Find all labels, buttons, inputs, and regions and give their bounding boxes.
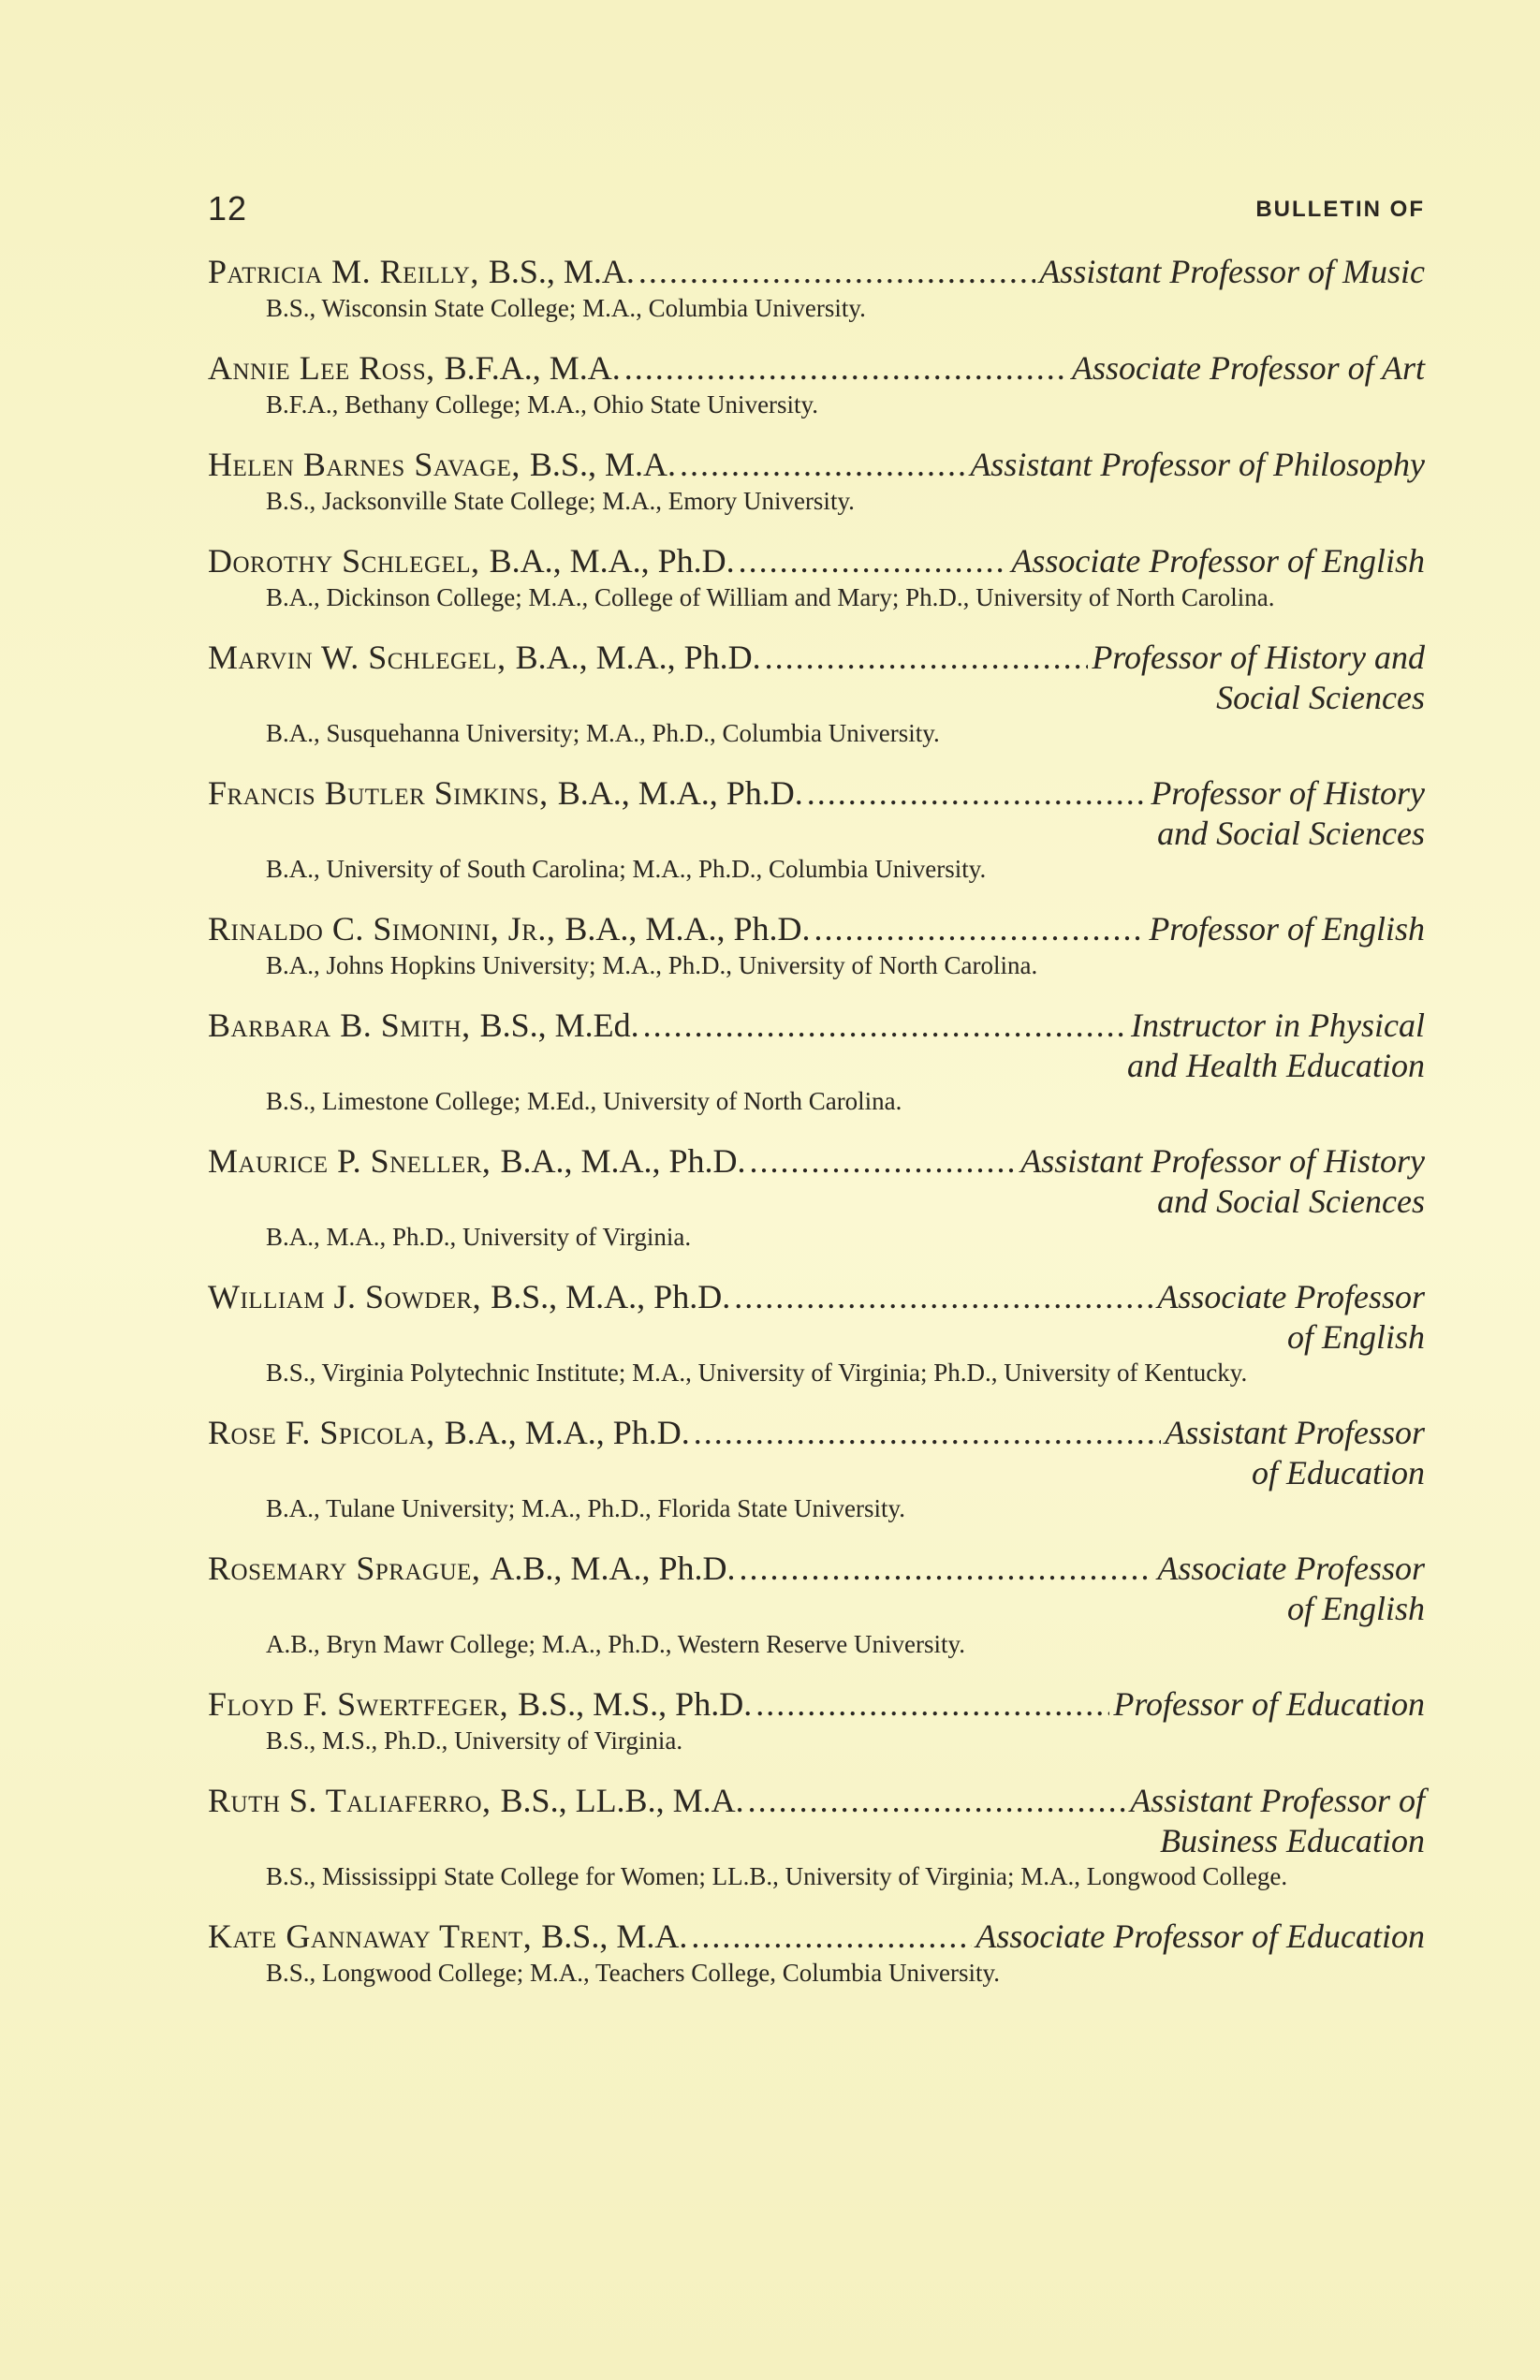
faculty-title-continued: of Education [1252, 1454, 1425, 1491]
entry-heading [208, 1276, 1425, 1317]
faculty-title: Professor of History and [1092, 639, 1425, 676]
faculty-title: Assistant Professor [1165, 1414, 1425, 1451]
entry-heading [208, 908, 1425, 949]
faculty-title-continued: and Social Sciences [1157, 815, 1425, 852]
faculty-name: Rinaldo C. Simonini, Jr., [208, 910, 556, 948]
faculty-education: B.A., Susquehanna University; M.A., Ph.D., Columbia University. [266, 719, 940, 747]
faculty-entry [208, 444, 1425, 516]
faculty-entry [208, 540, 1425, 612]
faculty-title: Associate Professor of Art [1072, 349, 1425, 387]
faculty-name: Annie Lee Ross, [208, 349, 435, 387]
faculty-education: B.S., Limestone College; M.Ed., University of North Carolina. [266, 1087, 902, 1115]
faculty-name: Helen Barnes Savage, [208, 446, 521, 483]
faculty-education: B.A., M.A., Ph.D., University of Virginia. [266, 1223, 692, 1251]
faculty-education: B.A., Johns Hopkins University; M.A., Ph.D., University of North Carolina. [266, 951, 1038, 979]
faculty-education: B.A., Dickinson College; M.A., College of William and Mary; Ph.D., University of North Carolina. [266, 583, 1275, 611]
faculty-education: B.F.A., Bethany College; M.A., Ohio State University. [266, 390, 819, 419]
dot-leader [739, 540, 1008, 581]
faculty-entry [208, 1140, 1425, 1252]
page-header [208, 189, 1425, 236]
faculty-entry [208, 1548, 1425, 1659]
faculty-degrees: B.S., M.A. [541, 1917, 688, 1955]
dot-leader [734, 1276, 1153, 1317]
faculty-name: Dorothy Schlegel, [208, 542, 480, 580]
faculty-degrees: B.S., M.A., Ph.D. [491, 1278, 731, 1315]
faculty-name: Ruth S. Taliaferro, [208, 1782, 491, 1819]
faculty-entry [208, 347, 1425, 419]
faculty-name: Maurice P. Sneller, [208, 1142, 491, 1180]
faculty-education: B.S., Jacksonville State College; M.A., Emory University. [266, 487, 855, 515]
faculty-name: Rosemary Sprague, [208, 1550, 481, 1587]
faculty-title: Professor of History [1151, 774, 1425, 812]
faculty-entry [208, 1683, 1425, 1756]
faculty-title: Instructor in Physical [1131, 1006, 1425, 1044]
faculty-title: Assistant Professor of History [1020, 1142, 1425, 1180]
faculty-title-continued: and Social Sciences [1157, 1183, 1425, 1220]
dot-leader [638, 251, 1035, 292]
faculty-education: B.S., M.S., Ph.D., University of Virginia. [266, 1726, 683, 1755]
entry-heading [208, 1780, 1425, 1821]
faculty-degrees: B.S., M.Ed. [479, 1006, 639, 1044]
faculty-title-continued: Business Education [1160, 1822, 1425, 1859]
faculty-entry [208, 1412, 1425, 1523]
entry-heading [208, 251, 1425, 292]
faculty-name: Rose F. Spicola, [208, 1414, 435, 1451]
faculty-degrees: B.A., M.A., Ph.D. [515, 639, 761, 676]
faculty-degrees: B.S., LL.B., M.A. [500, 1782, 744, 1819]
dot-leader [748, 1780, 1127, 1821]
entry-heading [208, 1683, 1425, 1725]
faculty-degrees: B.A., M.A., Ph.D. [565, 910, 811, 948]
faculty-education: A.B., Bryn Mawr College; M.A., Ph.D., Western Reserve University. [266, 1630, 965, 1658]
faculty-entry [208, 637, 1425, 748]
faculty-entry [208, 908, 1425, 980]
faculty-degrees: B.A., M.A., Ph.D. [500, 1142, 746, 1180]
dot-leader [739, 1548, 1153, 1589]
faculty-education: B.S., Longwood College; M.A., Teachers College, Columbia University. [266, 1959, 1001, 1987]
faculty-title: Professor of English [1149, 910, 1425, 948]
faculty-title: Assistant Professor of [1130, 1782, 1425, 1819]
dot-leader [624, 347, 1068, 389]
running-head: BULLETIN OF [1255, 197, 1425, 222]
faculty-entry [208, 1780, 1425, 1891]
faculty-degrees: B.S., M.A. [488, 253, 635, 290]
entry-heading [208, 1916, 1425, 1957]
page-number: 12 [208, 189, 248, 228]
faculty-name: Barbara B. Smith, [208, 1006, 471, 1044]
faculty-name: Marvin W. Schlegel, [208, 639, 506, 676]
faculty-title: Associate Professor of Education [975, 1917, 1425, 1955]
faculty-title-continued: and Health Education [1127, 1047, 1425, 1084]
faculty-title: Assistant Professor of Philosophy [970, 446, 1425, 483]
faculty-title: Associate Professor of English [1011, 542, 1425, 580]
faculty-degrees: B.F.A., M.A. [444, 349, 621, 387]
dot-leader [694, 1412, 1162, 1453]
faculty-name: Kate Gannaway Trent, [208, 1917, 533, 1955]
faculty-entry [208, 251, 1425, 323]
faculty-entry [208, 1916, 1425, 1988]
faculty-education: B.S., Wisconsin State College; M.A., Columbia University. [266, 294, 866, 322]
faculty-education: B.A., University of South Carolina; M.A., Ph.D., Columbia University. [266, 855, 987, 883]
faculty-degrees: A.B., M.A., Ph.D. [490, 1550, 736, 1587]
entry-heading [208, 1140, 1425, 1182]
entry-heading [208, 637, 1425, 678]
entry-heading [208, 1412, 1425, 1453]
faculty-title: Associate Professor [1157, 1550, 1425, 1587]
dot-leader [765, 637, 1089, 678]
faculty-degrees: B.S., M.S., Ph.D. [518, 1685, 753, 1723]
faculty-title: Associate Professor [1157, 1278, 1425, 1315]
faculty-degrees: B.S., M.A. [529, 446, 676, 483]
faculty-education: B.S., Mississippi State College for Women; LL.B., University of Virginia; M.A., Longwood College. [266, 1862, 1288, 1890]
faculty-list [208, 251, 1425, 2012]
faculty-title: Professor of Education [1113, 1685, 1425, 1723]
entry-heading [208, 772, 1425, 814]
entry-heading [208, 347, 1425, 389]
faculty-education: B.A., Tulane University; M.A., Ph.D., Florida State University. [266, 1494, 906, 1522]
faculty-degrees: B.A., M.A., Ph.D. [557, 774, 803, 812]
faculty-name: William J. Sowder, [208, 1278, 482, 1315]
faculty-name: Patricia M. Reilly, [208, 253, 479, 290]
dot-leader [755, 1683, 1109, 1725]
faculty-degrees: B.A., M.A., Ph.D. [444, 1414, 690, 1451]
faculty-title-continued: of English [1286, 1590, 1425, 1627]
dot-leader [643, 1005, 1127, 1046]
faculty-degrees: B.A., M.A., Ph.D. [489, 542, 735, 580]
faculty-entry [208, 1005, 1425, 1116]
faculty-title-continued: Social Sciences [1216, 679, 1425, 716]
dot-leader [691, 1916, 972, 1957]
dot-leader [680, 444, 966, 485]
faculty-title-continued: of English [1286, 1318, 1425, 1356]
dot-leader [749, 1140, 1017, 1182]
faculty-entry [208, 772, 1425, 884]
entry-heading [208, 1548, 1425, 1589]
faculty-title: Assistant Professor of Music [1039, 253, 1425, 290]
faculty-entry [208, 1276, 1425, 1388]
dot-leader [807, 772, 1148, 814]
entry-heading [208, 540, 1425, 581]
faculty-name: Francis Butler Simkins, [208, 774, 549, 812]
entry-heading [208, 444, 1425, 485]
faculty-name: Floyd F. Swertfeger, [208, 1685, 509, 1723]
entry-heading [208, 1005, 1425, 1046]
dot-leader [814, 908, 1145, 949]
faculty-education: B.S., Virginia Polytechnic Institute; M.A., University of Virginia; Ph.D., University of Kentucky. [266, 1359, 1248, 1387]
